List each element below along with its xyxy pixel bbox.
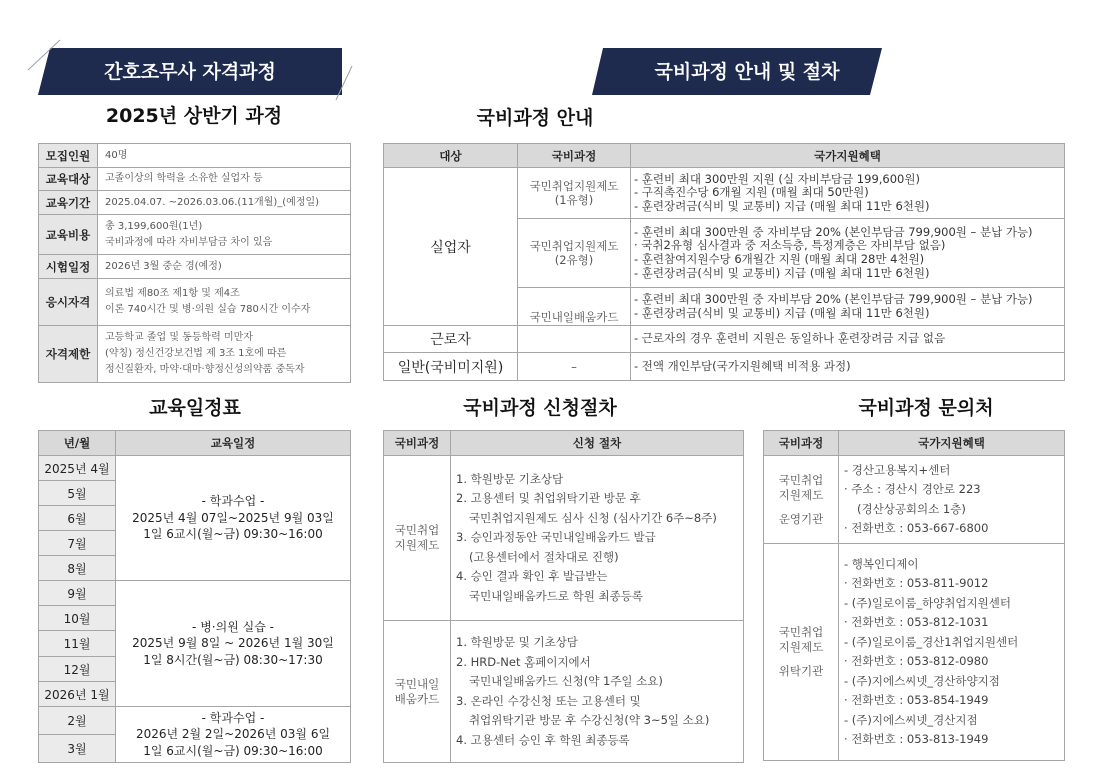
schedule-block-theory-2 [116, 707, 351, 763]
step-line: 4. 승인 결과 확인 후 발급받는 [456, 569, 608, 584]
schedule-row [39, 707, 351, 735]
exam-label: 시험일정 [39, 255, 98, 279]
course-row-eligibility [39, 279, 351, 326]
left-banner-title: 간호조무사 자격과정 [104, 61, 276, 83]
program-cell-empty [518, 326, 631, 353]
target-value: 고졸이상의 학력을 소유한 실업자 등 [105, 173, 263, 184]
contact-header-info: 국가지원혜택 [839, 431, 1065, 456]
benefit-line: - 구직촉진수당 6개월 지원 (매월 최대 50만원) [634, 185, 869, 200]
benefit-line: - 근로자의 경우 훈련비 지원은 동일하나 훈련장려금 지급 없음 [634, 331, 946, 346]
contact-line: · 전화번호 : 053-812-1031 [844, 615, 989, 629]
contact-line: - (주)지에스씨넷_경산하양지점 [844, 673, 1000, 688]
course-row-exam [39, 255, 351, 279]
benefit-line: - 훈련비 최대 300만원 중 자비부담 20% (본인부담금 799,900원 – 분납 가능) [634, 224, 1033, 239]
step-line: 2. HRD-Net 홈페이지에서 [456, 654, 591, 669]
program-cell [518, 168, 631, 219]
block-hours: 1일 6교시(월~금) 09:30~16:00 [143, 743, 323, 758]
contact-line: - (주)일로이룸_경산1취업지원센터 [844, 634, 1019, 649]
eligibility-value-line: 이론 740시간 및 병·의원 실습 780시간 이수자 [105, 304, 311, 315]
program-type: (1유형) [554, 193, 594, 207]
step-line: 4. 고용센터 승인 후 학원 최종등록 [456, 732, 630, 747]
course-heading: 2025년 상반기 과정 [105, 105, 283, 127]
guide-header-benefit: 국가지원혜택 [631, 144, 1065, 168]
program-name-line: 국민내일 [394, 676, 440, 691]
course-row-target [39, 168, 351, 191]
block-hours: 1일 6교시(월~금) 09:30~16:00 [143, 527, 323, 542]
program-cell [518, 219, 631, 288]
month-cell: 11월 [39, 631, 116, 657]
contact-header-program: 국비과정 [764, 431, 839, 456]
month-cell: 5월 [39, 481, 116, 506]
contact-row-operator [764, 456, 1065, 544]
target-label: 교육대상 [39, 168, 98, 191]
procedure-row-card [384, 621, 744, 763]
step-line: 2. 고용센터 및 취업위탁기관 방문 후 [456, 491, 641, 506]
benefit-cell [631, 219, 1065, 288]
month-cell: 7월 [39, 531, 116, 556]
restriction-value-cell [98, 326, 351, 383]
funding-guide-table [383, 143, 1065, 381]
procedure-header-steps: 신청 절차 [451, 431, 744, 456]
guide-header-row [384, 144, 1065, 168]
restriction-label: 자격제한 [39, 326, 98, 383]
contact-heading: 국비과정 문의처 [858, 397, 994, 419]
benefit-line: - 훈련장려금(식비 및 교통비) 지급 (매월 최대 11만 6천원) [634, 198, 930, 213]
procedure-row-employment [384, 456, 744, 621]
contact-info-cell [839, 456, 1065, 544]
contact-row-agency [764, 544, 1065, 761]
contact-program-cell [764, 456, 839, 544]
course-row-period [39, 191, 351, 215]
contact-line: - 경산고용복지+센터 [844, 462, 951, 477]
cost-label: 교육비용 [39, 215, 98, 255]
right-banner-title: 국비과정 안내 및 절차 [654, 61, 840, 83]
procedure-program-cell [384, 456, 451, 621]
step-line: 국민내일배움카드 신청(약 1주일 소요) [469, 674, 663, 688]
block-period: 2025년 9월 8일 ~ 2026년 1월 30일 [132, 636, 334, 651]
month-cell: 2026년 1월 [39, 682, 116, 707]
program-type: (2유형) [554, 253, 594, 267]
contact-program-cell [764, 544, 839, 761]
course-info-table [38, 143, 351, 383]
step-line: 국민내일배움카드로 학원 최종등록 [469, 588, 643, 603]
recruit-value-cell [98, 144, 351, 168]
step-line: 국민취업지원제도 심사 신청 (심사기간 6주~8주) [469, 510, 717, 525]
program-name-line: 국민취업 [394, 523, 440, 537]
benefit-cell [631, 326, 1065, 353]
exam-value: 2026년 3월 중순 경(예정) [105, 260, 222, 272]
contact-line: (경산상공회의소 1층) [857, 501, 966, 516]
schedule-table [38, 430, 351, 763]
step-line: 1. 학원방문 기초상담 [456, 471, 564, 486]
contact-line: · 주소 : 경산시 경안로 223 [844, 482, 981, 496]
step-line: 취업위탁기관 방문 후 수강신청(약 3~5일 소요) [469, 713, 710, 727]
schedule-header-row [39, 431, 351, 456]
block-title: - 학과수업 - [201, 710, 265, 725]
benefit-line: - 훈련장려금(식비 및 교통비) 지급 (매월 최대 11만 6천원) [634, 305, 930, 320]
step-line: 3. 승인과정동안 국민내일배움카드 발급 [456, 530, 656, 545]
contact-line: · 전화번호 : 053-854-1949 [844, 693, 989, 707]
program-cell: – [518, 353, 631, 381]
schedule-heading: 교육일정표 [149, 397, 241, 419]
course-row-cost [39, 215, 351, 255]
step-line: 3. 온라인 수강신청 또는 고용센터 및 [456, 693, 641, 708]
contact-table [763, 430, 1065, 761]
contact-info-cell [839, 544, 1065, 761]
procedure-steps-cell [451, 621, 744, 763]
guide-row-worker [384, 326, 1065, 353]
benefit-cell [631, 353, 1065, 381]
block-hours: 1일 8시간(월~금) 08:30~17:30 [143, 652, 323, 667]
contact-line: · 전화번호 : 053-813-1949 [844, 732, 989, 746]
restriction-value-line: 정신질환자, 마약·대마·향정신성의약품 중독자 [105, 364, 305, 375]
contact-line: - (주)일로이룸_하양취업지원센터 [844, 595, 1011, 610]
program-name: 국민취업지원제도 [529, 179, 619, 193]
procedure-heading: 국비과정 신청절차 [463, 397, 617, 419]
program-role: 위탁기관 [778, 664, 824, 678]
benefit-line: - 훈련참여지원수당 6개월간 지원 (매월 최대 28만 4천원) [634, 252, 925, 266]
period-value: 2025.04.07. ~2026.03.06.(11개월)_(예정일) [105, 196, 320, 208]
program-name-line: 지원제도 [778, 640, 824, 654]
schedule-block-theory [116, 456, 351, 581]
program-name-line: 국민취업 [778, 625, 824, 639]
block-title: - 병·의원 실습 - [192, 619, 274, 634]
step-line: 1. 학원방문 및 기초상담 [456, 635, 578, 649]
program-role: 운영기관 [778, 511, 824, 526]
guide-header-program: 국비과정 [518, 144, 631, 168]
cost-value-line: 국비과정에 따라 자비부담금 차이 있음 [105, 236, 273, 248]
guide-row-general [384, 353, 1065, 381]
target-general: 일반(국비미지원) [384, 353, 518, 381]
block-period: 2025년 4월 07일~2025년 9월 03일 [132, 510, 334, 525]
eligibility-value-cell [98, 279, 351, 326]
cost-value-cell [98, 215, 351, 255]
benefit-cell [631, 168, 1065, 219]
contact-line: · 전화번호 : 053-667-6800 [844, 521, 989, 535]
step-line: (고용센터에서 절차대로 진행) [469, 549, 619, 564]
eligibility-value-line: 의료법 제80조 제1항 및 제4조 [105, 288, 240, 299]
program-name-line: 국민취업 [778, 472, 824, 487]
schedule-row [39, 456, 351, 481]
restriction-value-line: (약칭) 정신건강보건법 제 3조 1호에 따른 [105, 348, 287, 359]
program-name-line: 지원제도 [394, 538, 440, 552]
block-title: - 학과수업 - [201, 494, 265, 509]
guide-row-type1 [384, 168, 1065, 219]
period-value-cell [98, 191, 351, 215]
course-row-recruit [39, 144, 351, 168]
program-name-line: 배움카드 [394, 691, 440, 706]
month-cell: 10월 [39, 606, 116, 631]
contact-line: - 행복인디제이 [844, 556, 919, 571]
target-value-cell [98, 168, 351, 191]
program-name: 국민내일배움카드 [529, 310, 619, 324]
course-row-restriction [39, 326, 351, 383]
benefit-line: - 훈련비 최대 300만원 지원 (실 자비부담금 199,600원) [634, 171, 920, 186]
block-period: 2026년 2월 2일~2026년 03월 6일 [135, 727, 331, 742]
period-label: 교육기간 [39, 191, 98, 215]
restriction-value-line: 고등학교 졸업 및 동등학력 미만자 [105, 332, 253, 343]
procedure-table [383, 430, 744, 763]
procedure-program-cell [384, 621, 451, 763]
eligibility-label: 응시자격 [39, 279, 98, 326]
recruit-value: 40명 [105, 149, 128, 161]
benefit-line: · 국취2유형 심사결과 중 저소득층, 특정계층은 자비부담 없음) [634, 238, 946, 253]
month-cell: 8월 [39, 556, 116, 581]
program-name-line: 지원제도 [778, 487, 824, 502]
month-cell: 2월 [39, 707, 116, 735]
exam-value-cell [98, 255, 351, 279]
procedure-header-row [384, 431, 744, 456]
month-cell: 2025년 4월 [39, 456, 116, 481]
contact-line: - (주)지에스씨넷_경산지점 [844, 712, 978, 727]
program-name: 국민취업지원제도 [529, 239, 619, 253]
contact-header-row [764, 431, 1065, 456]
program-cell [518, 288, 631, 326]
guide-heading: 국비과정 안내 [476, 107, 594, 129]
schedule-header-plan: 교육일정 [116, 431, 351, 456]
schedule-block-practicum [116, 581, 351, 707]
benefit-line: - 훈련비 최대 300만원 중 자비부담 20% (본인부담금 799,900원 – 분납 가능) [634, 291, 1033, 306]
benefit-line: - 훈련장려금(식비 및 교통비) 지급 (매월 최대 11만 6천원) [634, 265, 930, 280]
target-unemployed: 실업자 [384, 168, 518, 326]
procedure-header-program: 국비과정 [384, 431, 451, 456]
guide-header-target: 대상 [384, 144, 518, 168]
procedure-steps-cell [451, 456, 744, 621]
recruit-label: 모집인원 [39, 144, 98, 168]
benefit-line: - 전액 개인부담(국가지원혜택 비적용 과정) [634, 358, 851, 373]
benefit-cell [631, 288, 1065, 326]
month-cell: 3월 [39, 735, 116, 763]
schedule-row [39, 581, 351, 606]
month-cell: 9월 [39, 581, 116, 606]
month-cell: 12월 [39, 657, 116, 682]
target-worker: 근로자 [384, 326, 518, 353]
cost-value-line: 총 3,199,600원(1년) [105, 220, 203, 232]
contact-line: · 전화번호 : 053-812-0980 [844, 654, 989, 668]
month-cell: 6월 [39, 506, 116, 531]
contact-line: · 전화번호 : 053-811-9012 [844, 576, 989, 590]
schedule-header-month: 년/월 [39, 431, 116, 456]
